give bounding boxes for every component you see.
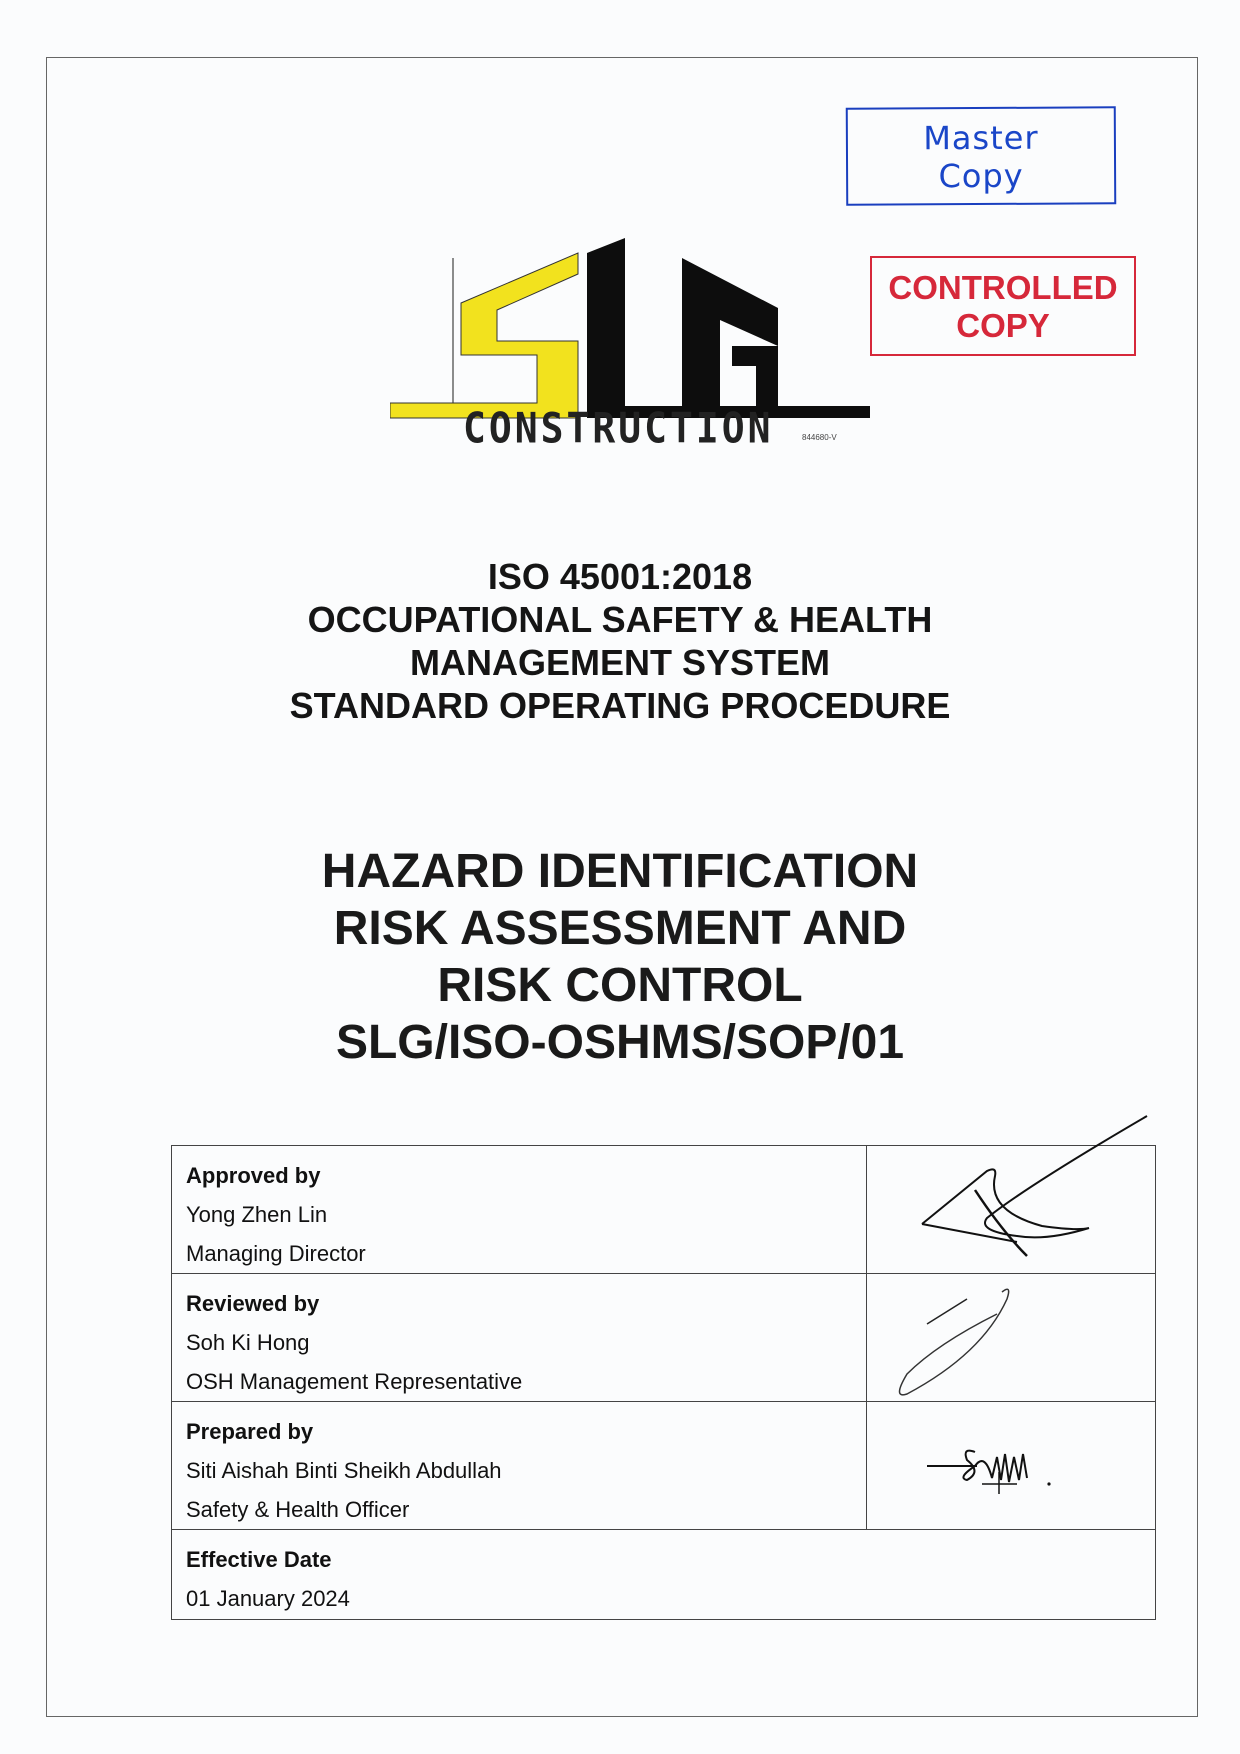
- title-line: RISK ASSESSMENT AND: [333, 902, 907, 955]
- stamp-line-2: COPY: [956, 307, 1050, 344]
- approver-role: Managing Director: [186, 1241, 366, 1266]
- approver-name: Yong Zhen Lin: [186, 1202, 328, 1227]
- standard-heading: [0, 555, 1240, 727]
- preparer-signature: [867, 1402, 1156, 1530]
- master-copy-stamp: [846, 106, 1117, 205]
- reviewer-signature: [867, 1274, 1156, 1402]
- reviewer-name: Soh Ki Hong: [186, 1330, 310, 1355]
- standard-line: MANAGEMENT SYSTEM: [409, 642, 830, 683]
- title-line: HAZARD IDENTIFICATION: [321, 845, 919, 898]
- reviewed-row: [172, 1274, 1156, 1402]
- effective-row: [172, 1530, 1156, 1620]
- reviewer-role: OSH Management Representative: [186, 1369, 523, 1394]
- effective-date-value: 01 January 2024: [186, 1586, 350, 1611]
- logo-wordmark: CONSTRUCTION: [463, 404, 774, 453]
- effective-info: [172, 1530, 1156, 1620]
- stamp-line-1: CONTROLLED: [888, 269, 1118, 306]
- standard-line: STANDARD OPERATING PROCEDURE: [289, 685, 951, 726]
- signature-icon: [867, 1116, 1197, 1256]
- signature-icon: [867, 1274, 1155, 1399]
- prepared-row: [172, 1402, 1156, 1530]
- prepared-info: [172, 1402, 867, 1530]
- stamp-line-1: Master: [923, 118, 1039, 158]
- preparer-role: Safety & Health Officer: [186, 1497, 410, 1522]
- stamp-line-2: Copy: [938, 156, 1024, 196]
- approved-label: Approved by: [186, 1163, 321, 1188]
- signature-icon: [867, 1402, 1155, 1527]
- reviewed-info: [172, 1274, 867, 1402]
- company-registration: 844680-V: [802, 433, 837, 442]
- document-title: [0, 843, 1240, 1071]
- controlled-copy-stamp: [870, 256, 1136, 356]
- document-code: SLG/ISO-OSHMS/SOP/01: [335, 1016, 905, 1069]
- standard-line: OCCUPATIONAL SAFETY & HEALTH: [307, 599, 933, 640]
- approver-signature: [867, 1146, 1156, 1274]
- effective-date-label: Effective Date: [186, 1547, 332, 1572]
- reviewed-label: Reviewed by: [186, 1291, 320, 1316]
- approved-row: [172, 1146, 1156, 1274]
- signoff-table: [171, 1145, 1156, 1620]
- title-line: RISK CONTROL: [437, 959, 803, 1012]
- standard-line: ISO 45001:2018: [487, 556, 753, 597]
- approved-info: [172, 1146, 867, 1274]
- preparer-name: Siti Aishah Binti Sheikh Abdullah: [186, 1458, 502, 1483]
- prepared-label: Prepared by: [186, 1419, 314, 1444]
